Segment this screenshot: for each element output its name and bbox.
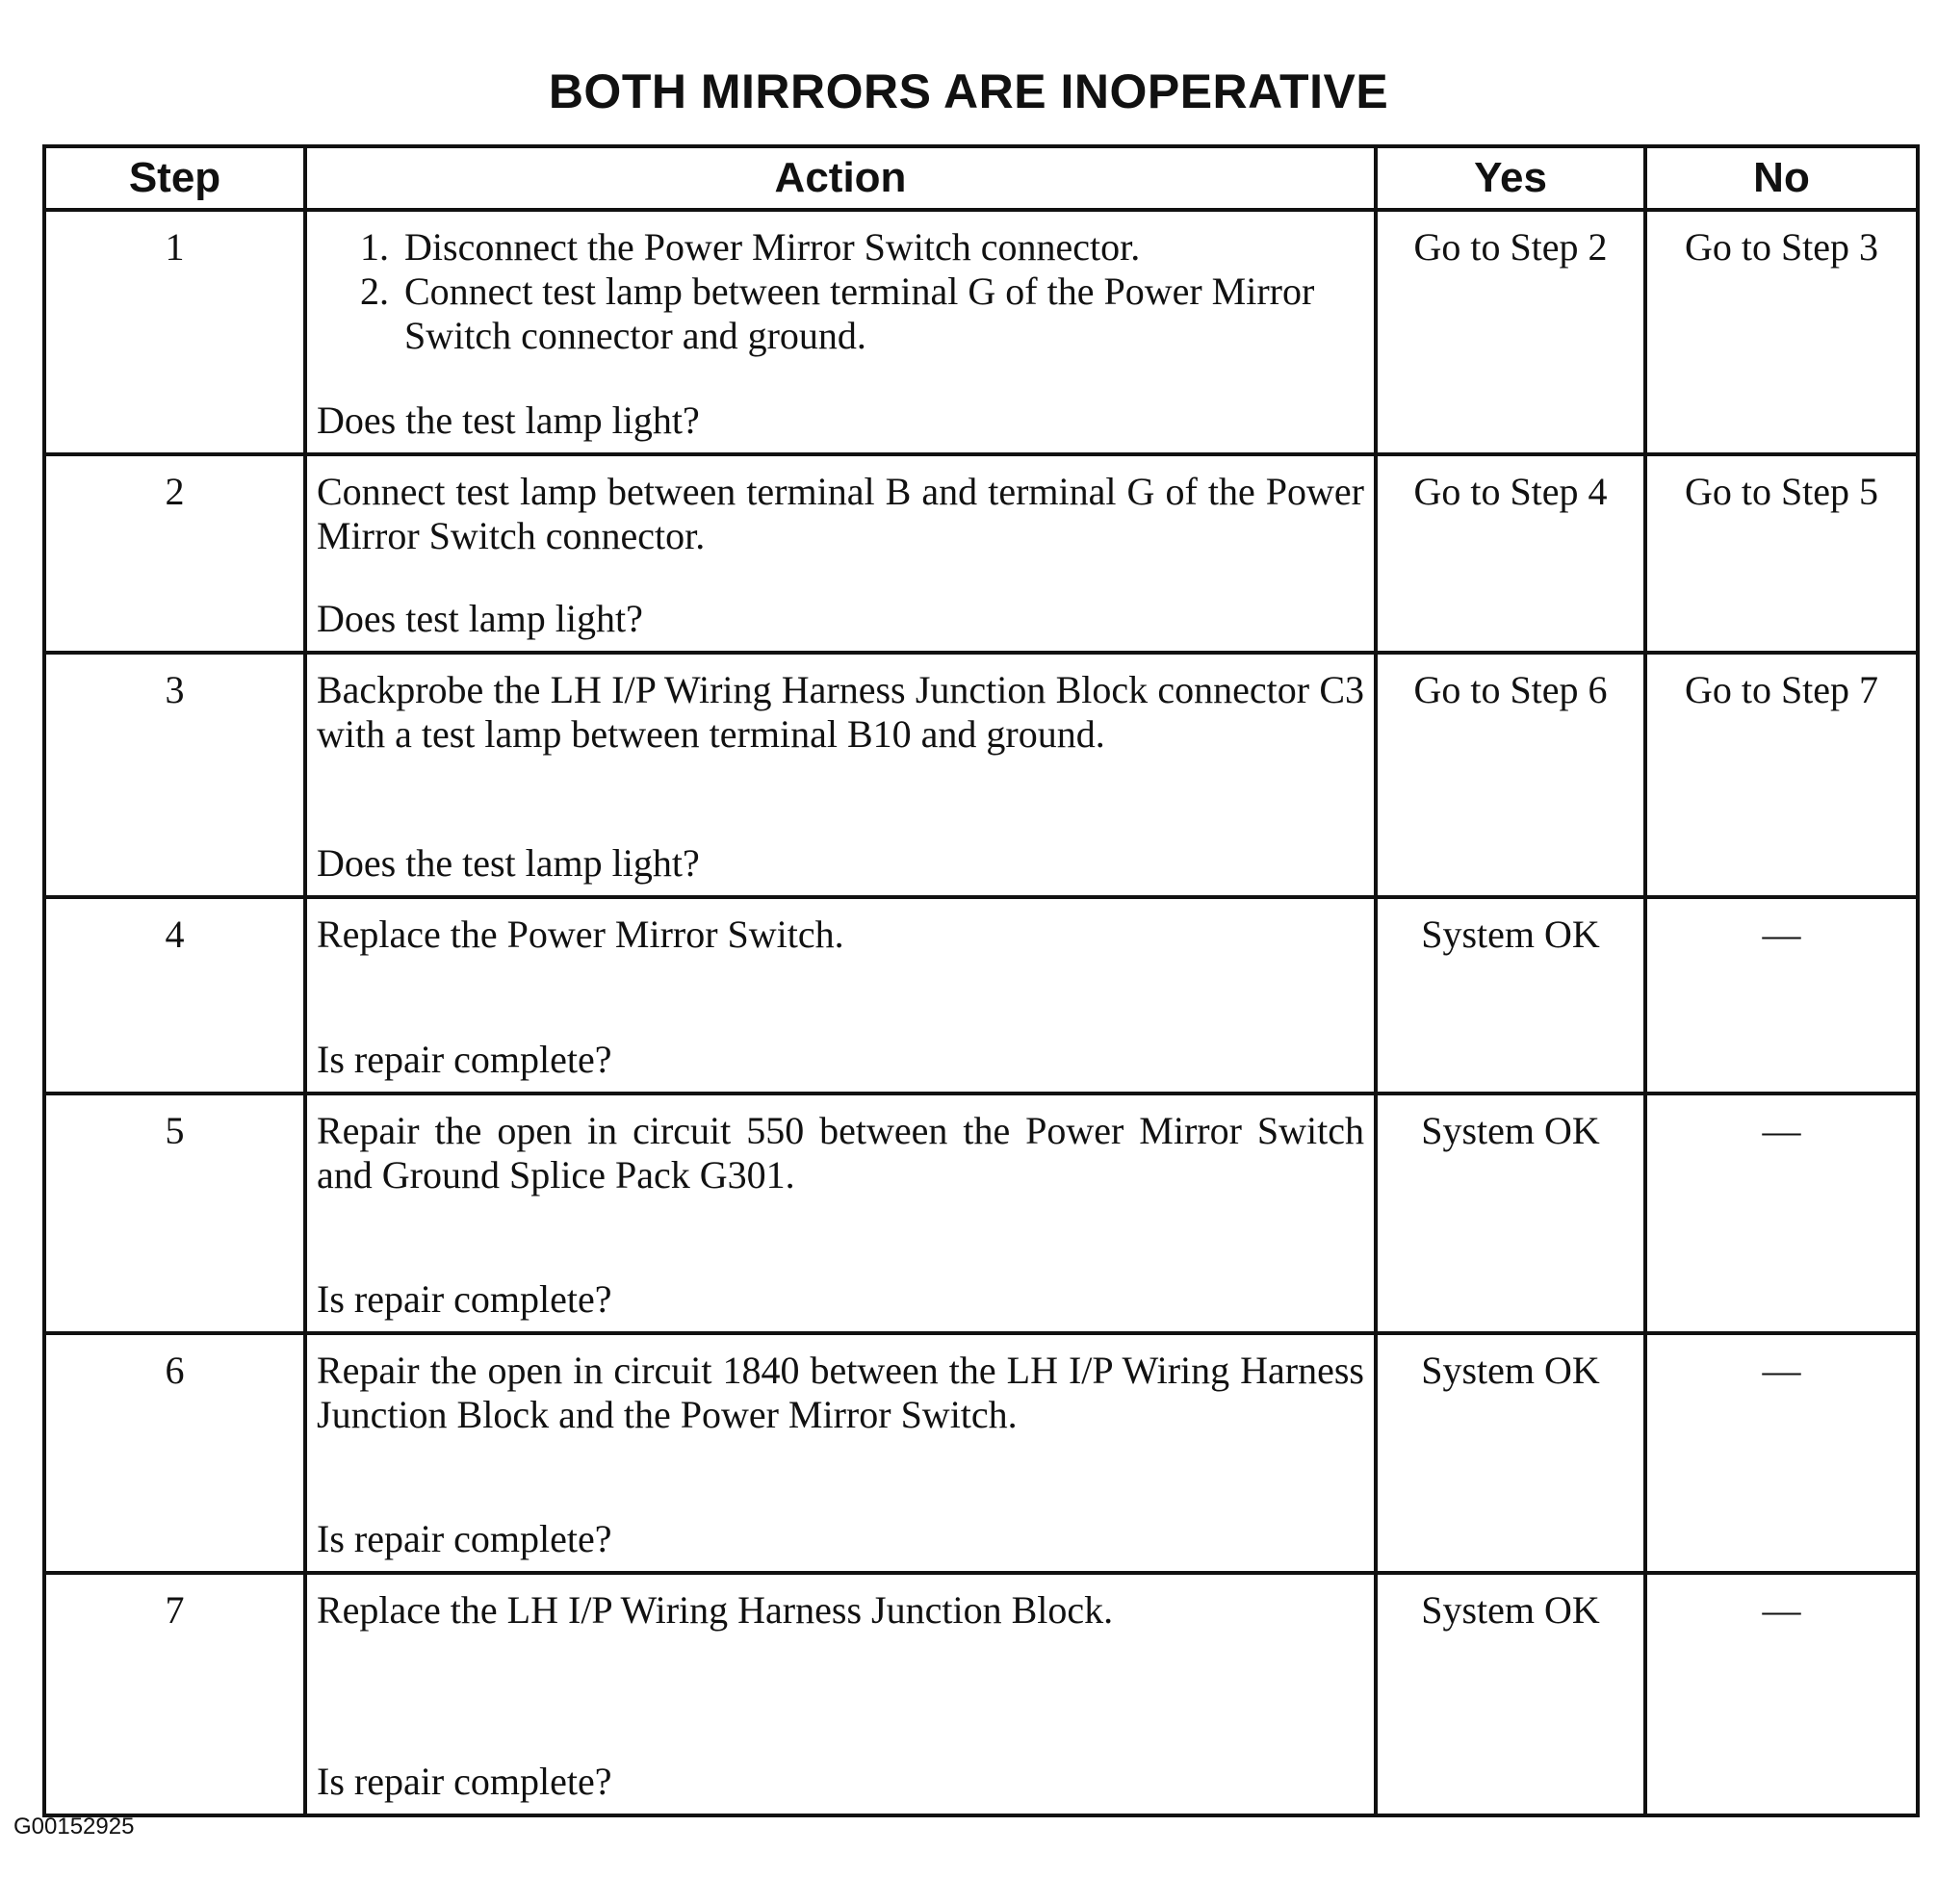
step-number: 1 <box>44 210 305 454</box>
action-text: Connect test lamp between terminal B and terminal G of the Power Mirror Switch connector. <box>317 470 1364 557</box>
step-number: 5 <box>44 1094 305 1333</box>
table-row <box>44 1573 1918 1815</box>
action-cell <box>305 1094 1376 1333</box>
action-cell <box>305 454 1376 653</box>
no-result: — <box>1645 897 1918 1094</box>
step-number: 2 <box>44 454 305 653</box>
substep-item: 2. Connect test lamp between terminal G of the Power Mirror Switch connector and ground. <box>399 270 1364 358</box>
action-question: Is repair complete? <box>317 1517 612 1560</box>
no-result: Go to Step 7 <box>1645 653 1918 897</box>
table-row <box>44 210 1918 454</box>
action-cell <box>305 897 1376 1094</box>
action-text: Repair the open in circuit 550 between the Power Mirror Switch and Ground Splice Pack G301. <box>317 1109 1364 1196</box>
action-question: Does the test lamp light? <box>317 841 700 885</box>
no-result: Go to Step 3 <box>1645 210 1918 454</box>
table-row <box>44 454 1918 653</box>
no-result: Go to Step 5 <box>1645 454 1918 653</box>
figure-code: G00152925 <box>13 1814 135 1840</box>
action-question: Does the test lamp light? <box>317 399 700 442</box>
yes-result: Go to Step 2 <box>1376 210 1645 454</box>
yes-result: System OK <box>1376 897 1645 1094</box>
yes-result: System OK <box>1376 1094 1645 1333</box>
action-question: Is repair complete? <box>317 1277 612 1321</box>
table-row <box>44 1094 1918 1333</box>
action-question: Is repair complete? <box>317 1760 612 1803</box>
no-result: — <box>1645 1573 1918 1815</box>
yes-result: Go to Step 4 <box>1376 454 1645 653</box>
action-question: Is repair complete? <box>317 1038 612 1081</box>
substep-item: 1. Disconnect the Power Mirror Switch connector. <box>399 225 1364 270</box>
table-row <box>44 1333 1918 1573</box>
step-number: 7 <box>44 1573 305 1815</box>
yes-result: System OK <box>1376 1333 1645 1573</box>
table-row <box>44 897 1918 1094</box>
diagnostic-table <box>42 144 1920 1817</box>
header-action: Action <box>305 146 1376 210</box>
action-text: Replace the LH I/P Wiring Harness Junction Block. <box>317 1588 1114 1632</box>
no-result: — <box>1645 1094 1918 1333</box>
step-number: 3 <box>44 653 305 897</box>
yes-result: System OK <box>1376 1573 1645 1815</box>
header-no: No <box>1645 146 1918 210</box>
table-row <box>44 653 1918 897</box>
action-cell <box>305 1573 1376 1815</box>
action-text: Replace the Power Mirror Switch. <box>317 913 844 956</box>
step-number: 4 <box>44 897 305 1094</box>
action-question: Does test lamp light? <box>317 597 643 640</box>
action-cell <box>305 653 1376 897</box>
action-text: Backprobe the LH I/P Wiring Harness Junction Block connector C3 with a test lamp between terminal B10 and ground. <box>317 668 1364 756</box>
action-cell <box>305 1333 1376 1573</box>
page-title: BOTH MIRRORS ARE INOPERATIVE <box>548 64 1389 118</box>
action-text: Repair the open in circuit 1840 between the LH I/P Wiring Harness Junction Block and the Power Mirror Switch. <box>317 1349 1364 1436</box>
action-cell <box>305 210 1376 454</box>
header-row <box>44 146 1918 210</box>
header-step: Step <box>44 146 305 210</box>
no-result: — <box>1645 1333 1918 1573</box>
header-yes: Yes <box>1376 146 1645 210</box>
step-number: 6 <box>44 1333 305 1573</box>
yes-result: Go to Step 6 <box>1376 653 1645 897</box>
substep-list <box>317 225 1364 358</box>
